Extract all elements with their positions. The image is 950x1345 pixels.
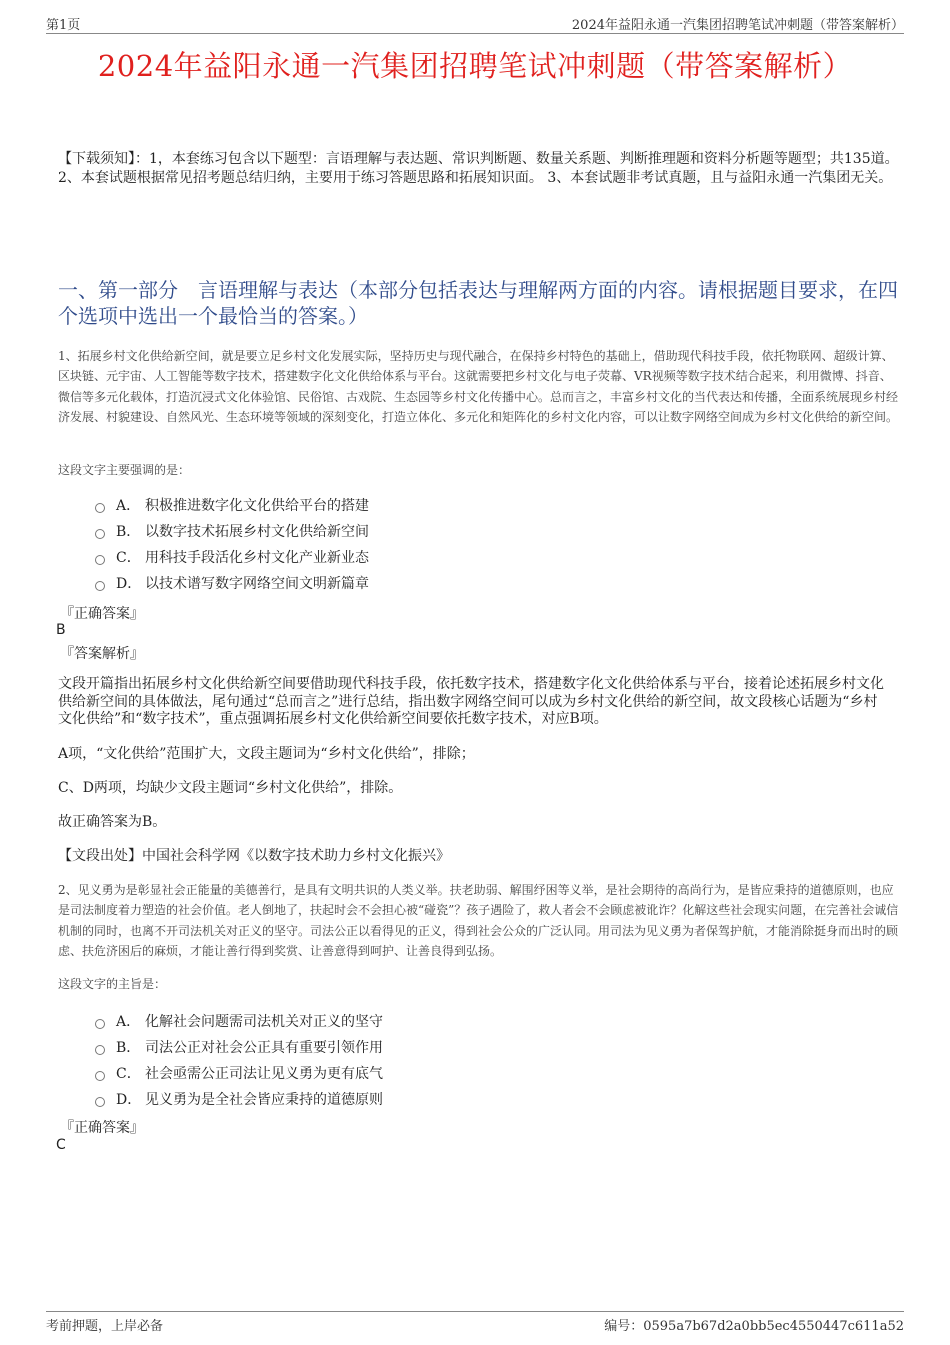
question-1-options [95,492,695,596]
question-2-stem: 2、见义勇为是彰显社会正能量的美德善行，是具有文明共识的人类义举。扶老助弱、解围纾困等义举，是社会期待的高尚行为，是皆应秉持的道德原则，也应是司法制度着力塑造的社会价值。老人倒地了，扶起时会不会担心被“碰瓷”？孩子遇险了，救人者会不会顾虑被讹诈？化解这些社会现实问题，在完善社会诚信机制的同时，也离不开司法机关对正义的坚守。司法公正以看得见的正义，得到社会公众的广泛认同。用司法为见义勇为者保驾护航，才能消除挺身而出时的顾虑、扶危济困后的麻烦，才能让善行得到奖赏、让善意得到呵护、让善良得到弘扬。 [58,883,899,959]
option-text: 社会亟需公正司法让见义勇为更有底气 [145,1066,383,1082]
answer-value: C [56,1137,66,1153]
document-title: 2024年益阳永通一汽集团招聘笔试冲刺题（带答案解析） [97,49,853,83]
analysis-paragraph: C、D两项，均缺少文段主题词“乡村文化供给”，排除。 [58,780,403,796]
footer-serial-number: 编号：0595a7b67d2a0bb5ec4550447c611a52 [604,1319,904,1334]
analysis-paragraph: A项，“文化供给”范围扩大，文段主题词为“乡村文化供给”，排除； [58,746,475,762]
header-doc-title: 2024年益阳永通一汽集团招聘笔试冲刺题（带答案解析） [571,18,904,33]
option-text: 以数字技术拓展乡村文化供给新空间 [145,524,369,540]
option-text: 见义勇为是全社会皆应秉持的道德原则 [145,1092,383,1108]
option-text: 积极推进数字化文化供给平台的搭建 [145,498,369,514]
footer-slogan: 考前押题，上岸必备 [46,1319,164,1334]
analysis-label: 『答案解析』 [60,646,144,662]
answer-label: 『正确答案』 [60,606,144,622]
answer-value: B [56,622,66,638]
analysis-source: 【文段出处】中国社会科学网《以数字技术助力乡村文化振兴》 [58,848,450,864]
option-a[interactable] [95,492,695,518]
question-1-prompt: 这段文字主要强调的是： [58,463,191,477]
option-d[interactable] [95,1086,695,1112]
option-d[interactable] [95,570,695,596]
question-2-options [95,1008,695,1112]
option-letter: B． [116,1040,141,1056]
analysis-conclusion: 故正确答案为B。 [58,814,167,830]
option-letter: A． [116,1014,141,1030]
option-letter: C． [116,1066,141,1082]
header-divider [46,33,904,34]
option-text: 化解社会问题需司法机关对正义的坚守 [145,1014,383,1030]
radio-icon[interactable] [95,581,105,591]
download-notice: 【下载须知】：1，本套练习包含以下题型：言语理解与表达题、常识判断题、数量关系题、判断推理题和资料分析题等题型；共135道。 2、本套试题根据常见招考题总结归纳，主要用于练习答题思路和拓展知识面。 3、本套试题非考试真题，且与益阳永通一汽集团无关。 [58,151,899,186]
option-a[interactable] [95,1008,695,1034]
radio-icon[interactable] [95,503,105,513]
radio-icon[interactable] [95,529,105,539]
option-letter: C． [116,550,141,566]
option-letter: B． [116,524,141,540]
radio-icon[interactable] [95,555,105,565]
footer-divider [46,1311,904,1312]
radio-icon[interactable] [95,1019,105,1029]
option-text: 司法公正对社会公正具有重要引领作用 [145,1040,383,1056]
radio-icon[interactable] [95,1045,105,1055]
radio-icon[interactable] [95,1071,105,1081]
question-1-stem: 1、拓展乡村文化供给新空间，就是要立足乡村文化发展实际，坚持历史与现代融合，在保持乡村特色的基础上，借助现代科技手段，依托物联网、超级计算、区块链、元宇宙、人工智能等数字技术，搭建数字化文化供给体系与平台。这就需要把乡村文化与电子荧幕、VR视频等数字技术结合起来，利用微博、抖音、微信等多元化载体，打造沉浸式文化体验馆、民俗馆、古戏院、生态园等乡村文化传播中心。总而言之，丰富乡村文化的当代表达和传播，全面系统展现乡村经济发展、村貌建设、自然风光、生态环境等领域的深刻变化，打造立体化、多元化和矩阵化的乡村文化内容，可以让数字网络空间成为乡村文化供给的新空间。 [58,349,899,425]
option-text: 用科技手段活化乡村文化产业新业态 [145,550,369,566]
option-b[interactable] [95,1034,695,1060]
option-text: 以技术谱写数字网络空间文明新篇章 [145,576,369,592]
page-number-label: 第1页 [46,18,81,33]
option-c[interactable] [95,1060,695,1086]
radio-icon[interactable] [95,1097,105,1107]
answer-label: 『正确答案』 [60,1120,144,1136]
option-b[interactable] [95,518,695,544]
page-header [46,14,904,32]
option-letter: D． [116,576,142,592]
option-letter: A． [116,498,141,514]
question-2-prompt: 这段文字的主旨是： [58,977,167,991]
option-c[interactable] [95,544,695,570]
option-letter: D． [116,1092,142,1108]
section-title: 一、第一部分 言语理解与表达（本部分包括表达与理解两方面的内容。请根据题目要求，在四个选项中选出一个最恰当的答案。） [58,278,898,328]
analysis-paragraph: 文段开篇指出拓展乡村文化供给新空间要借助现代科技手段，依托数字技术，搭建数字化文化供给体系与平台，接着论述拓展乡村文化供给新空间的具体做法，尾句通过“总而言之”进行总结，指出数字网络空间可以成为乡村文化供给的新空间，故文段核心话题为“乡村文化供给”和“数字技术”，重点强调拓展乡村文化供给新空间要依托数字技术，对应B项。 [58,676,884,727]
